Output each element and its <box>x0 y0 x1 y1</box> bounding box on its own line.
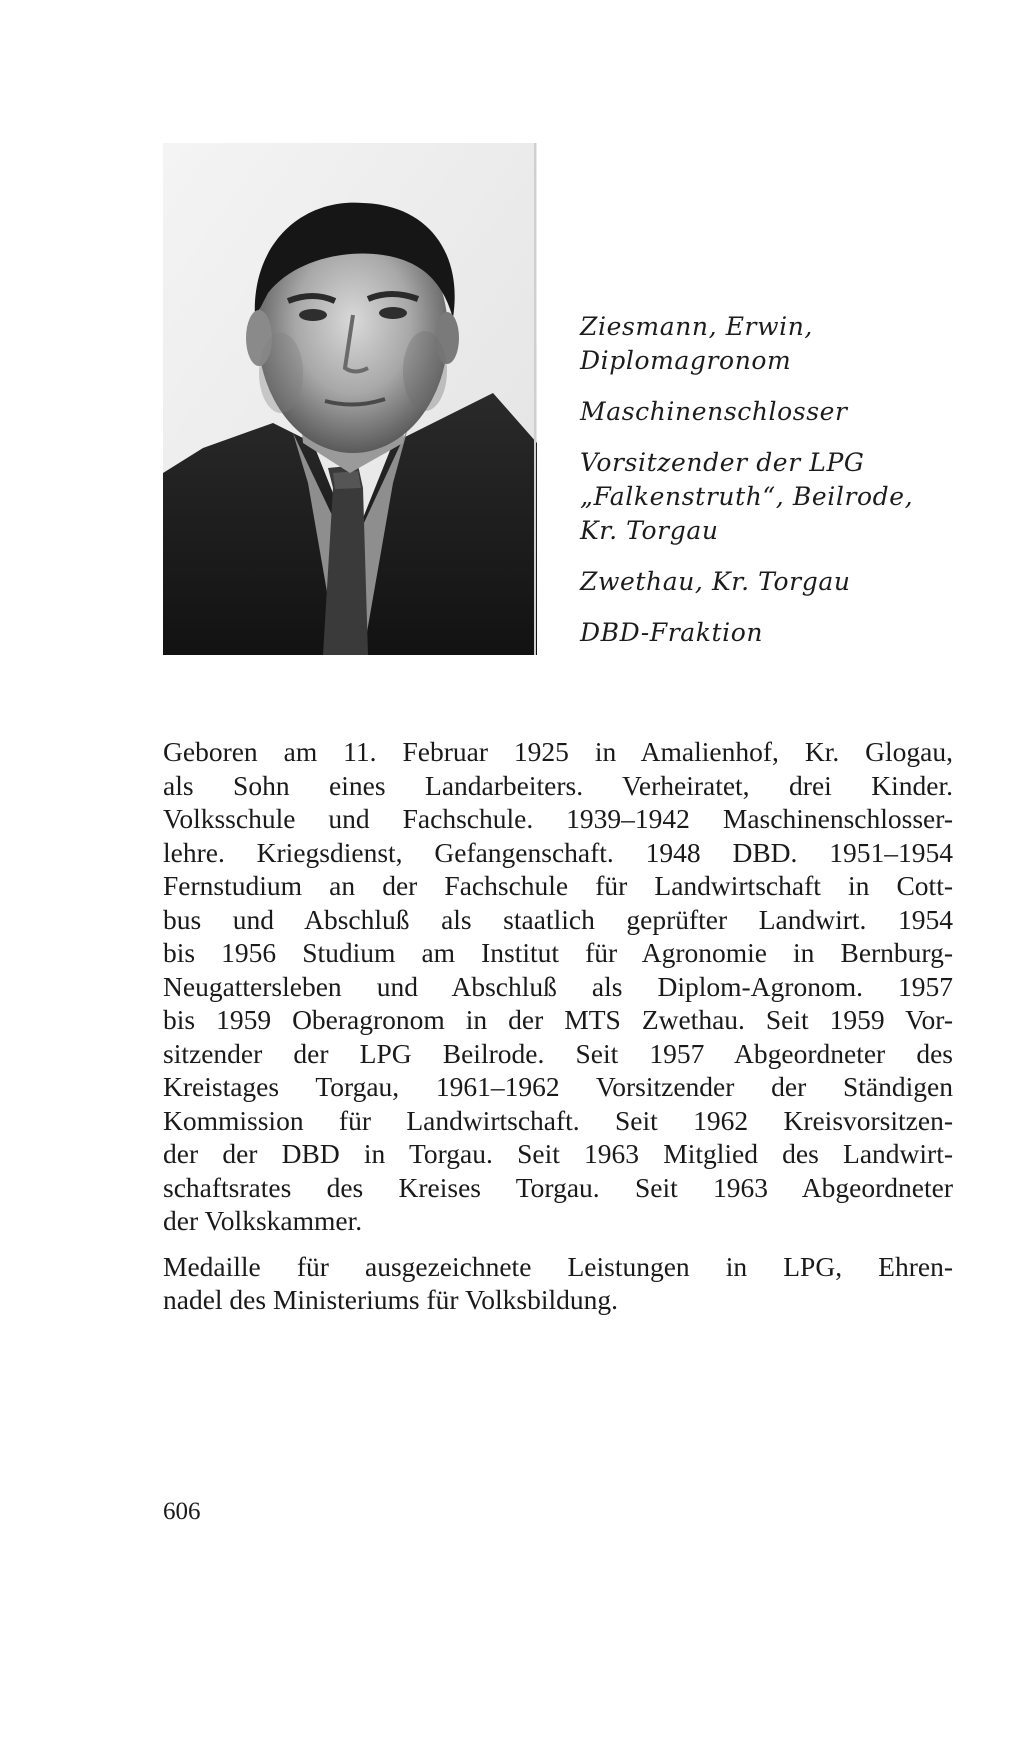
bio-paragraph-1 <box>163 735 953 1238</box>
position-line: Kr. Torgau <box>580 516 719 545</box>
bio-line: Neugattersleben und Abschluß als Diplom-Agronom. 1957 <box>163 970 953 1002</box>
bio-line: der der DBD in Torgau. Seit 1963 Mitglied des Landwirt- <box>163 1138 953 1169</box>
position-line: „Falkenstruth“, Beilrode, <box>580 482 914 511</box>
bio-line: bus und Abschluß als staatlich geprüfter Landwirt. 1954 <box>163 903 953 935</box>
bio-line: Medaille für ausgezeichnete Leistungen in LPG, Ehren- <box>163 1250 953 1282</box>
bio-line: schaftsrates des Kreises Torgau. Seit 1963 Abgeordneter <box>163 1171 953 1203</box>
page-number: 606 <box>163 1498 201 1525</box>
bio-line: Geboren am 11. Februar 1925 in Amalienhof, Kr. Glogau, <box>163 736 953 767</box>
bio-line: Volksschule und Fachschule. 1939–1942 Maschinenschlosser- <box>163 803 953 834</box>
info-block <box>580 310 980 667</box>
bio-line: als Sohn eines Landarbeiters. Verheiratet, drei Kinder. <box>163 769 953 801</box>
faction: DBD-Fraktion <box>580 618 764 647</box>
bio-line: Fernstudium an der Fachschule für Landwirtschaft in Cott- <box>163 870 953 901</box>
bio-line: Kreistages Torgau, 1961–1962 Vorsitzender der Ständigen <box>163 1071 953 1102</box>
bio-line: lehre. Kriegsdienst, Gefangenschaft. 1948 DBD. 1951–1954 <box>163 836 953 868</box>
bio-paragraph-2 <box>163 1250 953 1317</box>
name-block <box>580 310 980 378</box>
bio-line: sitzender der LPG Beilrode. Seit 1957 Abgeordneter des <box>163 1037 953 1069</box>
residence-block <box>580 565 980 599</box>
bio-line: bis 1956 Studium am Institut für Agronomie in Bernburg- <box>163 937 953 968</box>
bio-line: nadel des Ministeriums für Volksbildung. <box>163 1284 619 1315</box>
residence: Zwethau, Kr. Torgau <box>580 567 851 596</box>
name-line: Ziesmann, Erwin, <box>580 312 813 341</box>
bio-line: der Volkskammer. <box>163 1205 363 1236</box>
occupation: Maschinenschlosser <box>580 397 848 426</box>
bio-line: bis 1959 Oberagronom in der MTS Zwethau. Seit 1959 Vor- <box>163 1004 953 1035</box>
position-block <box>580 446 980 548</box>
portrait-photo <box>163 143 537 655</box>
occupation-block <box>580 395 980 429</box>
portrait-image <box>163 143 537 655</box>
bio-line: Kommission für Landwirtschaft. Seit 1962 Kreisvorsitzen- <box>163 1104 953 1136</box>
position-line: Vorsitzender der LPG <box>580 448 865 477</box>
degree-line: Diplomagronom <box>580 346 792 375</box>
faction-block <box>580 616 980 650</box>
biography <box>163 735 953 1329</box>
